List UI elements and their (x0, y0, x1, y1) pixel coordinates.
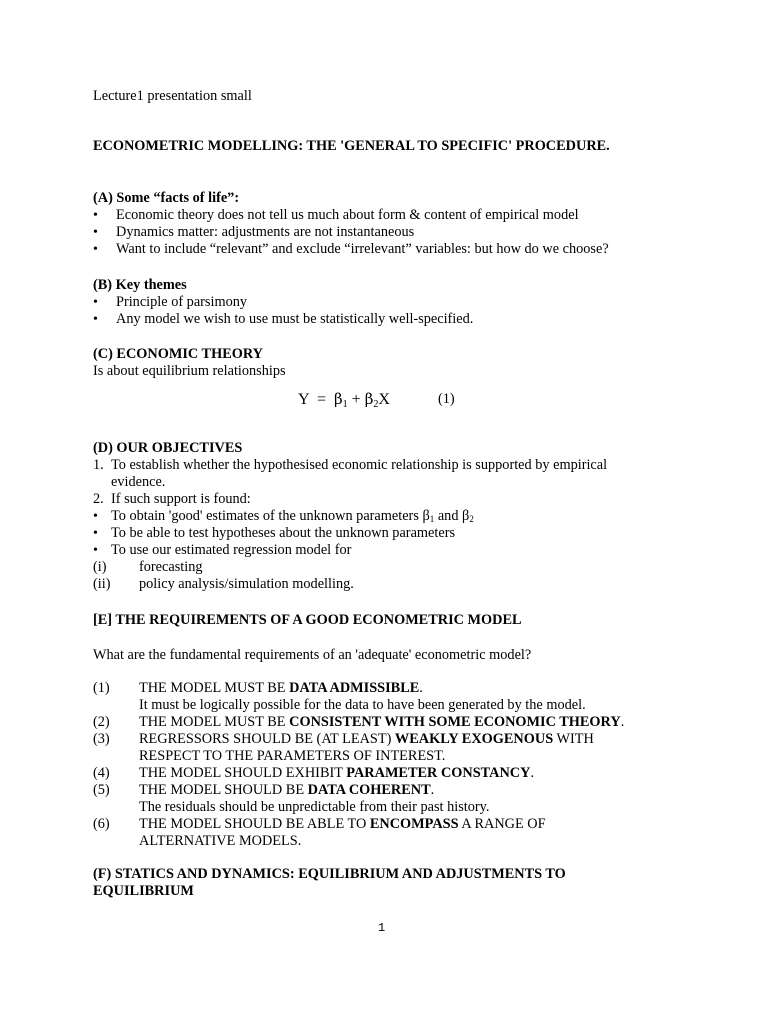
subscript: 2 (469, 514, 474, 524)
objective-subitem (93, 559, 693, 576)
section-b-title: (B) Key themes (93, 277, 187, 293)
section-f-title-line: (F) STATICS AND DYNAMICS: EQUILIBRIUM AND ADJUSTMENTS TO (93, 866, 566, 882)
subitem-text: policy analysis/simulation modelling. (139, 576, 354, 592)
requirement-text: THE MODEL SHOULD EXHIBIT (139, 765, 347, 781)
requirement-keyword: DATA ADMISSIBLE (289, 680, 420, 696)
requirement-item (93, 782, 693, 799)
equation-sub: 1 (342, 399, 348, 410)
equation-plus: + (351, 391, 361, 408)
requirement-text: . (530, 765, 535, 781)
beta-symbol: β (462, 508, 470, 524)
requirement-text: . (419, 680, 423, 696)
equation-lhs: Y (298, 391, 309, 408)
requirement-text: A RANGE OF (458, 816, 546, 832)
objective-number: 1. (93, 457, 104, 473)
equation (298, 391, 390, 413)
equation-number: (1) (438, 391, 455, 407)
objective-item (93, 491, 693, 508)
main-heading: ECONOMETRIC MODELLING: THE 'GENERAL TO SPECIFIC' PROCEDURE. (93, 138, 610, 154)
objective-text-cont: evidence. (111, 474, 166, 490)
section-a-bullet: • Dynamics matter: adjustments are not instantaneous (93, 224, 693, 241)
requirement-keyword: DATA COHERENT (307, 782, 431, 798)
equation-x: X (378, 391, 390, 408)
subscript: 1 (429, 514, 435, 524)
requirement-text-cont: ALTERNATIVE MODELS. (139, 833, 302, 849)
requirement-item (93, 714, 693, 731)
section-b-bullet: • Any model we wish to use must be statistically well-specified. (93, 311, 693, 328)
requirement-text: THE MODEL SHOULD BE ABLE TO (139, 816, 370, 832)
subitem-number: (i) (93, 559, 107, 575)
equation-sub: 2 (373, 399, 379, 410)
requirement-text: REGRESSORS SHOULD BE (AT LEAST) (139, 731, 395, 747)
page-number: 1 (378, 921, 386, 935)
requirement-number: (2) (93, 714, 110, 730)
requirement-item (93, 765, 693, 782)
objective-subitem (93, 576, 693, 593)
requirement-text: THE MODEL SHOULD BE (139, 782, 308, 798)
objective-text: To establish whether the hypothesised economic relationship is supported by empirical (111, 457, 608, 473)
requirement-text: . (430, 782, 435, 798)
requirement-text: THE MODEL MUST BE (139, 680, 290, 696)
requirement-keyword: CONSISTENT WITH SOME ECONOMIC THEORY (289, 714, 621, 730)
objective-bullet (93, 508, 693, 525)
requirement-item (93, 816, 693, 833)
requirements-list (93, 680, 693, 850)
section-e-question: What are the fundamental requirements of an 'adequate' econometric model? (93, 647, 532, 663)
beta-symbol: β (364, 390, 374, 408)
objective-bullet-text: and (434, 508, 463, 524)
requirement-note: It must be logically possible for the data to have been generated by the model. (139, 697, 586, 713)
beta-symbol: β (334, 390, 343, 408)
objective-bullet: • To use our estimated regression model for (93, 542, 693, 559)
requirement-keyword: PARAMETER CONSTANCY (346, 765, 531, 781)
section-b-bullet: • Principle of parsimony (93, 294, 693, 311)
requirement-text: . (620, 714, 625, 730)
requirement-number: (3) (93, 731, 110, 747)
section-d-title: (D) OUR OBJECTIVES (93, 440, 243, 456)
requirement-number: (5) (93, 782, 110, 798)
requirement-number: (4) (93, 765, 110, 781)
requirement-text: WITH (553, 731, 594, 747)
section-c-title: (C) ECONOMIC THEORY (93, 346, 264, 362)
section-c-text: Is about equilibrium relationships (93, 363, 286, 379)
requirement-item (93, 680, 693, 697)
section-b (93, 277, 693, 328)
equation-equals: = (316, 391, 326, 408)
requirement-keyword: ENCOMPASS (369, 816, 459, 832)
section-a-bullet: • Economic theory does not tell us much about form & content of empirical model (93, 207, 693, 224)
objective-bullet: • To be able to test hypotheses about the unknown parameters (93, 525, 693, 542)
requirement-text-cont: RESPECT TO THE PARAMETERS OF INTEREST. (139, 748, 446, 764)
section-c (93, 346, 693, 380)
document-title: Lecture1 presentation small (93, 88, 252, 104)
requirement-item (93, 731, 693, 748)
section-a-title: (A) Some “facts of life”: (93, 190, 240, 206)
objective-bullet-text: To obtain 'good' estimates of the unknown parameters (111, 508, 423, 524)
beta-symbol: β (422, 508, 430, 524)
requirement-note: The residuals should be unpredictable from their past history. (139, 799, 490, 815)
requirement-keyword: WEAKLY EXOGENOUS (394, 731, 554, 747)
objective-number: 2. (93, 491, 104, 507)
section-a (93, 190, 693, 258)
requirement-text: THE MODEL MUST BE (139, 714, 290, 730)
requirement-number: (1) (93, 680, 110, 696)
objective-item (93, 457, 693, 474)
section-a-bullet: • Want to include “relevant” and exclude “irrelevant” variables: but how do we choose? (93, 241, 693, 258)
objective-text: If such support is found: (111, 491, 251, 507)
requirement-number: (6) (93, 816, 110, 832)
section-f-title-line: EQUILIBRIUM (93, 883, 194, 899)
subitem-text: forecasting (139, 559, 203, 575)
subitem-number: (ii) (93, 576, 111, 592)
section-f-title (93, 866, 693, 900)
section-e-title: [E] THE REQUIREMENTS OF A GOOD ECONOMETRIC MODEL (93, 612, 522, 628)
section-d (93, 440, 693, 593)
